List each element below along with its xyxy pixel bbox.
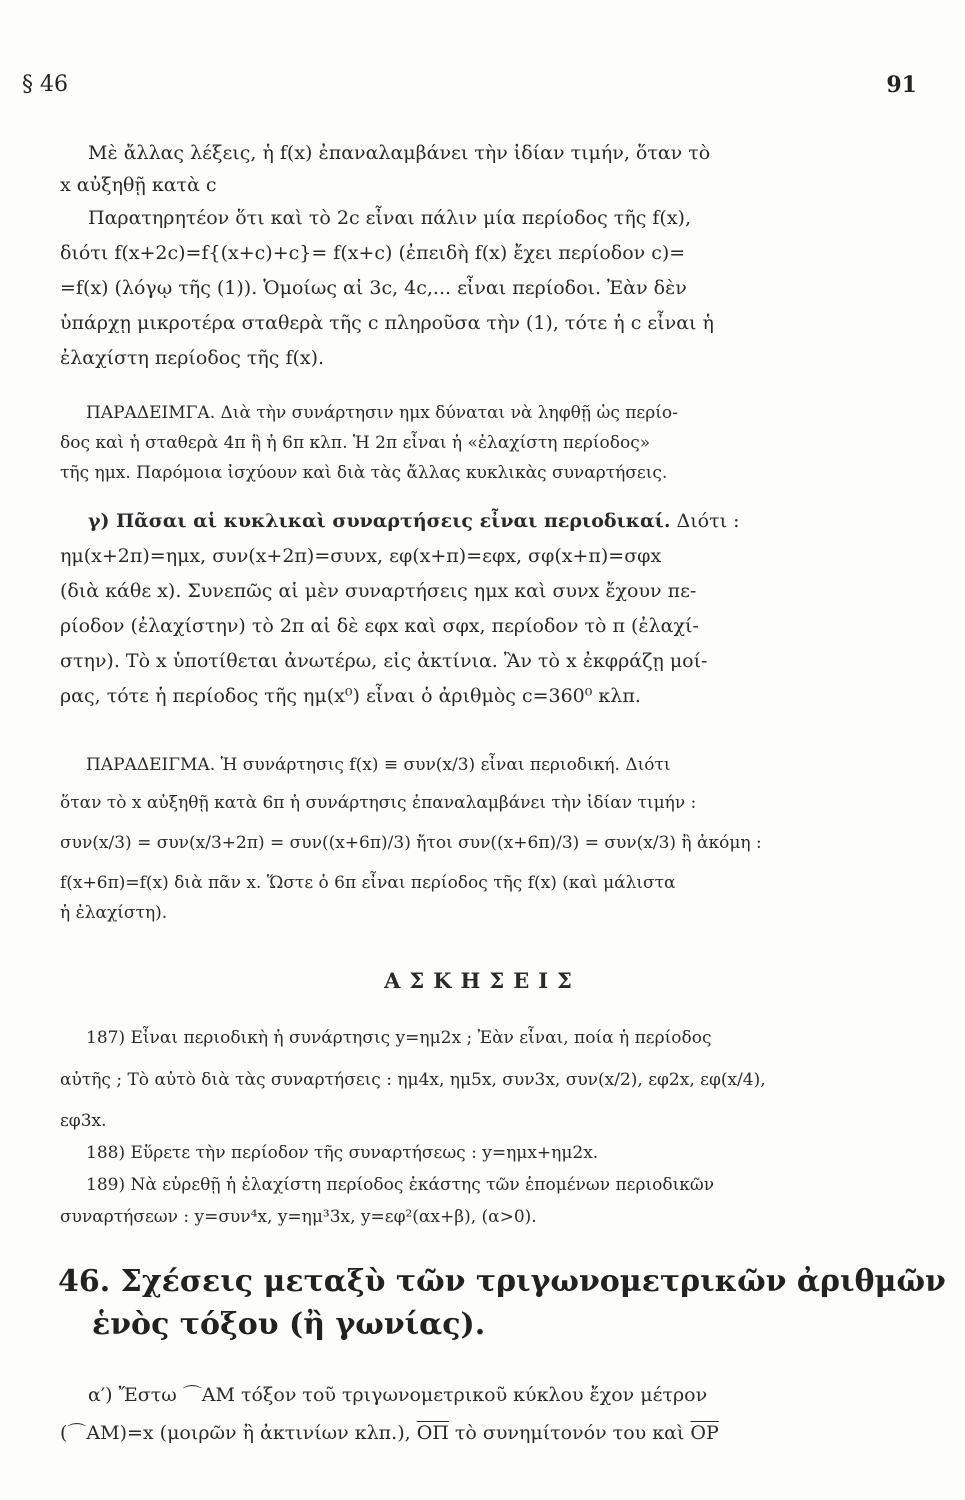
example-line: συν(x/3) = συν(x/3+2π) = συν((x+6π)/3) ἤτοι συν((x+6π)/3) = συν(x/3) ἢ ἀκόμη :: [60, 833, 762, 853]
text-line: ἐλαχίστη περίοδος τῆς f(x).: [60, 347, 325, 369]
gamma-heading-line: [88, 508, 905, 534]
segment-op: $\overline{O\Pi}$: [416, 1422, 449, 1444]
example-line: ΠΑΡΑΔΕΙΓΜΑ. Ἡ συνάρτησις f(x) ≡ συν(x/3) εἶναι περιοδική. Διότι: [86, 755, 671, 775]
text-line: ρας, τότε ἡ περίοδος τῆς ημ(x⁰) εἶναι ὁ ἀριθμὸς c=360⁰ κλπ.: [60, 685, 641, 707]
text-line: α′) Ἔστω ⌒AM τόξον τοῦ τριγωνομετρικοῦ κύκλου ἔχον μέτρον: [88, 1384, 708, 1406]
text-line: =f(x) (λόγῳ τῆς (1)). Ὁμοίως αἱ 3c, 4c,... εἶναι περίοδοι. Ἐὰν δὲν: [60, 277, 687, 299]
segment-or: $\overline{OP}$: [690, 1422, 719, 1444]
exercise-line: 187) Εἶναι περιοδικὴ ἡ συνάρτησις y=ημ2x ; Ἐὰν εἶναι, ποία ἡ περίοδος: [86, 1028, 712, 1048]
text-fragment: τὸ συνημίτονόν του καὶ: [454, 1422, 685, 1444]
text-line-with-segments: [60, 1420, 905, 1446]
text-line: Παρατηρητέον ὅτι καὶ τὸ 2c εἶναι πάλιν μία περίοδος τῆς f(x),: [88, 207, 691, 229]
text-line: ὑπάρχῃ μικροτέρα σταθερὰ τῆς c πληροῦσα τὴν (1), τότε ἡ c εἶναι ἡ: [60, 312, 714, 334]
text-line: διότι f(x+2c)=f{(x+c)+c}= f(x+c) (ἐπειδὴ f(x) ἔχει περίοδον c)=: [60, 242, 686, 264]
example-line: f(x+6π)=f(x) διὰ πᾶν x. Ὥστε ὁ 6π εἶναι περίοδος τῆς f(x) (καὶ μάλιστα: [60, 873, 676, 893]
exercises-title: ΑΣΚΗΣΕΙΣ: [384, 968, 581, 993]
example-line: ἡ ἐλαχίστη).: [60, 903, 168, 923]
section-number: § 46: [22, 72, 68, 97]
exercise-line: 188) Εὕρετε τὴν περίοδον τῆς συναρτήσεως : y=ημx+ημ2x.: [86, 1143, 599, 1163]
page-number: 91: [886, 72, 917, 98]
section-heading-title: Σχέσεις μεταξὺ τῶν τριγωνομετρικῶν ἀριθμῶν: [120, 1264, 946, 1299]
gamma-heading: γ) Πᾶσαι αἱ κυκλικαὶ συναρτήσεις εἶναι περιοδικαί.: [88, 510, 671, 532]
text-line: ρίοδον (ἐλαχίστην) τὸ 2π αἱ δὲ εφx καὶ σφx, περίοδον τὸ π (ἐλαχί-: [60, 615, 699, 637]
text-line: Μὲ ἄλλας λέξεις, ἡ f(x) ἐπαναλαμβάνει τὴν ἰδίαν τιμήν, ὅταν τὸ: [88, 142, 711, 164]
exercise-line: συναρτήσεων : y=συν⁴x, y=ημ³3x, y=εφ²(αx+β), (α>0).: [60, 1207, 537, 1227]
section-heading-line2: ἑνὸς τόξου (ἢ γωνίας).: [92, 1307, 486, 1342]
exercise-line: αὐτῆς ; Τὸ αὐτὸ διὰ τὰς συναρτήσεις : ημ4x, ημ5x, συν3x, συν(x/2), εφ2x, εφ(x/4),: [60, 1070, 766, 1090]
example-line: ὅταν τὸ x αὐξηθῇ κατὰ 6π ἡ συνάρτησις ἐπαναλαμβάνει τὴν ἰδίαν τιμήν :: [60, 793, 697, 813]
example-line: τῆς ημx. Παρόμοια ἰσχύουν καὶ διὰ τὰς ἄλλας κυκλικὰς συναρτήσεις.: [60, 463, 668, 483]
gamma-heading-tail: Διότι :: [676, 510, 740, 532]
exercise-line: εφ3x.: [60, 1111, 107, 1131]
text-line: στην). Τὸ x ὑποτίθεται ἀνωτέρω, εἰς ἀκτίνια. Ἂν τὸ x ἐκφράζῃ μοί-: [60, 650, 708, 672]
text-line: (διὰ κάθε x). Συνεπῶς αἱ μὲν συναρτήσεις ημx καὶ συνx ἔχουν πε-: [60, 580, 697, 602]
example-line: δος καὶ ἡ σταθερὰ 4π ἢ ἡ 6π κλπ. Ἡ 2π εἶναι ἡ «ἐλαχίστη περίοδος»: [60, 433, 651, 453]
section-heading-number: 46.: [58, 1264, 111, 1299]
text-fragment: (⌒AM)=x (μοιρῶν ἢ ἀκτινίων κλπ.),: [60, 1422, 411, 1444]
section-heading: [58, 1262, 946, 1302]
exercise-line: 189) Νὰ εὑρεθῇ ἡ ἐλαχίστη περίοδος ἑκάστης τῶν ἑπομένων περιοδικῶν: [86, 1175, 715, 1195]
example-line: ΠΑΡΑΔΕΙΜΓΑ. Διὰ τὴν συνάρτησιν ημx δύναται νὰ ληφθῇ ὡς περίο-: [86, 403, 678, 423]
text-line: ημ(x+2π)=ημx, συν(x+2π)=συνx, εφ(x+π)=εφx, σφ(x+π)=σφx: [60, 545, 662, 567]
text-line: x αὐξηθῇ κατὰ c: [60, 174, 217, 196]
